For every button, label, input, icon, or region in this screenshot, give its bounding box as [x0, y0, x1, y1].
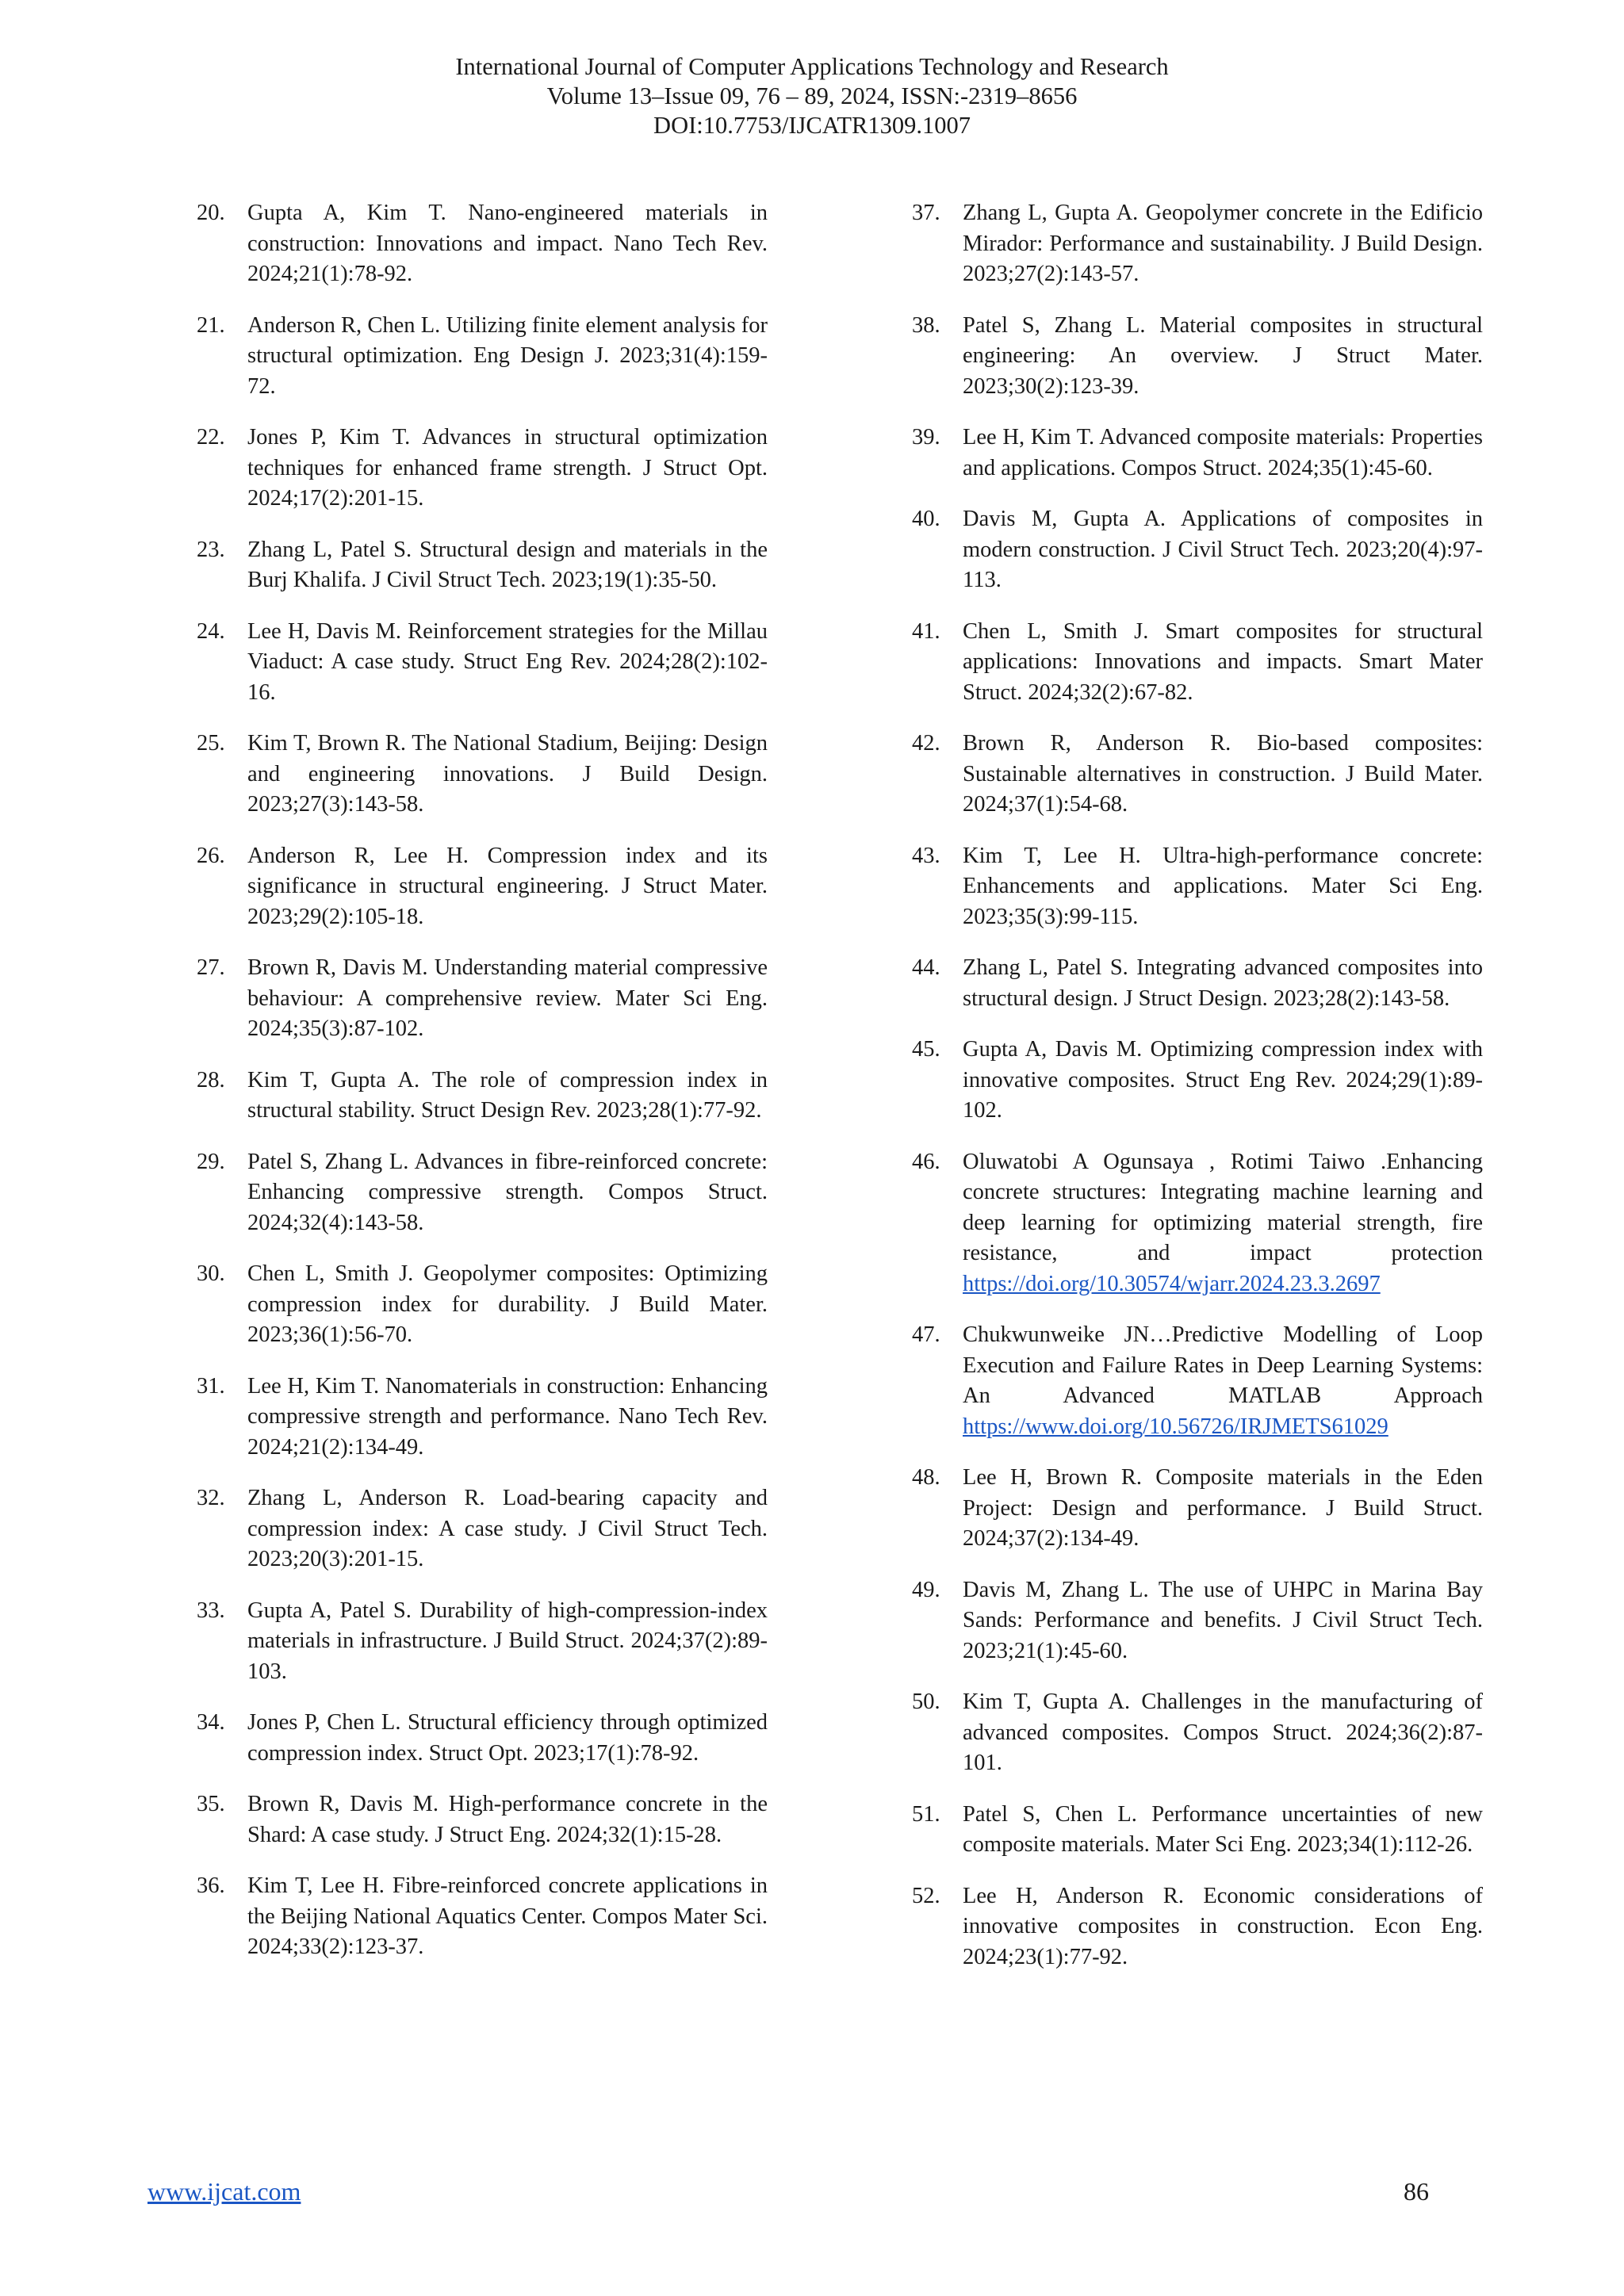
reference-text: Lee H, Brown R. Composite materials in the Eden Project: Design and performance. J Build Struct. 2024;37(2):134-49.: [963, 1465, 1483, 1551]
reference-item: [912, 1800, 1483, 1861]
reference-number: 27.: [197, 955, 225, 980]
reference-text: Oluwatobi A Ogunsaya , Rotimi Taiwo .Enhancing concrete structures: Integrating machine learning and deep learning for optimizing material strength, fire resistance, and impact protection: [963, 1149, 1483, 1265]
reference-link[interactable]: https://www.doi.org/10.56726/IRJMETS61029: [963, 1414, 1388, 1439]
reference-item: [912, 1575, 1483, 1667]
reference-number: 36.: [197, 1873, 225, 1898]
reference-item: [197, 198, 768, 290]
reference-number: 34.: [197, 1710, 225, 1735]
reference-item: [197, 1372, 768, 1464]
reference-number: 47.: [912, 1322, 940, 1347]
reference-number: 51.: [912, 1801, 940, 1827]
reference-number: 41.: [912, 618, 940, 644]
reference-item: [197, 953, 768, 1045]
reference-item: [912, 729, 1483, 821]
reference-text: Gupta A, Kim T. Nano-engineered materials in construction: Innovations and impact. Nano Tech Rev. 2024;21(1):78-92.: [247, 201, 768, 286]
reference-item: [197, 1708, 768, 1769]
reference-text: Lee H, Kim T. Advanced composite materials: Properties and applications. Compos Struct. 2024;35(1):45-60.: [963, 425, 1483, 480]
reference-number: 30.: [197, 1261, 225, 1286]
reference-text: Chen L, Smith J. Smart composites for structural applications: Innovations and impacts. Smart Mater Struct. 2024;32(2):67-82.: [963, 618, 1483, 705]
reference-text: Zhang L, Anderson R. Load-bearing capacity and compression index: A case study. J Civil Struct Tech. 2023;20(3):201-15.: [247, 1486, 768, 1571]
reference-number: 31.: [197, 1373, 225, 1399]
reference-text: Gupta A, Patel S. Durability of high-compression-index materials in infrastructure. J Build Struct. 2024;37(2):89-103.: [247, 1598, 768, 1684]
reference-text: Kim T, Gupta A. Challenges in the manufacturing of advanced composites. Compos Struct. 2024;36(2):87-101.: [963, 1689, 1483, 1775]
reference-number: 40.: [912, 507, 940, 531]
reference-number: 20.: [197, 201, 225, 225]
reference-item: [912, 1463, 1483, 1555]
reference-text: Davis M, Zhang L. The use of UHPC in Marina Bay Sands: Performance and benefits. J Civil Struct Tech. 2023;21(1):45-60.: [963, 1577, 1483, 1663]
reference-item: [197, 1596, 768, 1688]
website-link[interactable]: www.ijcat.com: [147, 2177, 301, 2206]
reference-item: [912, 198, 1483, 290]
reference-number: 38.: [912, 312, 940, 338]
reference-item: [912, 1147, 1483, 1300]
reference-text: Anderson R, Chen L. Utilizing finite element analysis for structural optimization. Eng Design J. 2023;31(4):159-72.: [247, 312, 768, 399]
reference-number: 44.: [912, 955, 940, 980]
reference-number: 21.: [197, 312, 225, 338]
reference-item: [197, 617, 768, 709]
reference-item: [912, 423, 1483, 484]
reference-item: [197, 1871, 768, 1963]
reference-text: Chen L, Smith J. Geopolymer composites: Optimizing compression index for durability. J Build Mater. 2023;36(1):56-70.: [247, 1261, 768, 1347]
reference-item: [197, 1066, 768, 1127]
reference-text: Lee H, Anderson R. Economic considerations of innovative composites in construction. Econ Eng. 2024;23(1):77-92.: [963, 1883, 1483, 1969]
reference-item: [912, 617, 1483, 709]
reference-item: [912, 1320, 1483, 1442]
reference-number: 29.: [197, 1149, 225, 1174]
reference-number: 25.: [197, 731, 225, 756]
reference-text: Patel S, Chen L. Performance uncertainties of new composite materials. Mater Sci Eng. 2023;34(1):112-26.: [963, 1801, 1483, 1857]
reference-text: Zhang L, Patel S. Integrating advanced composites into structural design. J Struct Design. 2023;28(2):143-58.: [963, 955, 1483, 1011]
reference-number: 46.: [912, 1149, 940, 1174]
reference-text: Kim T, Lee H. Ultra-high-performance concrete: Enhancements and applications. Mater Sci Eng. 2023;35(3):99-115.: [963, 843, 1483, 929]
reference-number: 33.: [197, 1598, 225, 1623]
reference-number: 42.: [912, 731, 940, 756]
reference-number: 50.: [912, 1689, 940, 1714]
reference-number: 49.: [912, 1577, 940, 1602]
doi-info: DOI:10.7753/IJCATR1309.1007: [653, 112, 971, 139]
reference-number: 45.: [912, 1037, 940, 1062]
reference-item: [912, 1687, 1483, 1779]
reference-text: Davis M, Gupta A. Applications of composites in modern construction. J Civil Struct Tech. 2023;20(4):97-113.: [963, 507, 1483, 592]
reference-text: Brown R, Davis M. Understanding material compressive behaviour: A comprehensive review. Mater Sci Eng. 2024;35(3):87-102.: [247, 955, 768, 1041]
reference-item: [197, 423, 768, 515]
reference-text: Anderson R, Lee H. Compression index and its significance in structural engineering. J Struct Mater. 2023;29(2):105-18.: [247, 843, 768, 929]
reference-text: Patel S, Zhang L. Material composites in structural engineering: An overview. J Struct Mater. 2023;30(2):123-39.: [963, 312, 1483, 399]
reference-text: Chukwunweike JN…Predictive Modelling of Loop Execution and Failure Rates in Deep Learning Systems: An Advanced MATLAB Approach: [963, 1322, 1483, 1408]
reference-item: [197, 535, 768, 596]
reference-text: Lee H, Kim T. Nanomaterials in construction: Enhancing compressive strength and performance. Nano Tech Rev. 2024;21(2):134-49.: [247, 1373, 768, 1460]
reference-number: 43.: [912, 843, 940, 868]
journal-title: International Journal of Computer Applications Technology and Research: [455, 53, 1169, 80]
reference-number: 24.: [197, 618, 225, 644]
reference-item: [197, 1259, 768, 1351]
reference-number: 22.: [197, 425, 225, 450]
reference-text: Gupta A, Davis M. Optimizing compression index with innovative composites. Struct Eng Rev. 2024;29(1):89-102.: [963, 1037, 1483, 1123]
reference-item: [912, 953, 1483, 1014]
reference-text: Jones P, Kim T. Advances in structural optimization techniques for enhanced frame strength. J Struct Opt. 2024;17(2):201-15.: [247, 425, 768, 511]
reference-text: Brown R, Anderson R. Bio-based composites: Sustainable alternatives in construction. J Build Mater. 2024;37(1):54-68.: [963, 731, 1483, 817]
reference-number: 23.: [197, 537, 225, 562]
reference-text: Patel S, Zhang L. Advances in fibre-reinforced concrete: Enhancing compressive strength. Compos Struct. 2024;32(4):143-58.: [247, 1149, 768, 1235]
reference-number: 35.: [197, 1792, 225, 1816]
reference-item: [197, 311, 768, 403]
reference-item: [912, 1881, 1483, 1973]
reference-item: [912, 1035, 1483, 1127]
reference-number: 48.: [912, 1465, 940, 1490]
reference-number: 52.: [912, 1883, 940, 1908]
reference-item: [197, 1789, 768, 1850]
references-left-column: [197, 198, 768, 1984]
reference-number: 37.: [912, 201, 940, 225]
reference-text: Kim T, Lee H. Fibre-reinforced concrete applications in the Beijing National Aquatics Center. Compos Mater Sci. 2024;33(2):123-37.: [247, 1873, 768, 1959]
reference-text: Kim T, Brown R. The National Stadium, Beijing: Design and engineering innovations. J Build Design. 2023;27(3):143-58.: [247, 731, 768, 817]
reference-link[interactable]: https://doi.org/10.30574/wjarr.2024.23.3.2697: [963, 1271, 1381, 1296]
volume-info: Volume 13–Issue 09, 76 – 89, 2024, ISSN:-2319–8656: [546, 82, 1078, 109]
reference-text: Lee H, Davis M. Reinforcement strategies for the Millau Viaduct: A case study. Struct Eng Rev. 2024;28(2):102-16.: [247, 618, 768, 705]
reference-number: 32.: [197, 1486, 225, 1510]
reference-text: Zhang L, Patel S. Structural design and materials in the Burj Khalifa. J Civil Struct Tech. 2023;19(1):35-50.: [247, 537, 768, 592]
reference-item: [197, 1483, 768, 1575]
reference-number: 28.: [197, 1067, 225, 1093]
reference-number: 26.: [197, 843, 225, 868]
page-number: 86: [1404, 2177, 1429, 2206]
reference-item: [912, 311, 1483, 403]
reference-item: [912, 841, 1483, 933]
reference-item: [197, 841, 768, 933]
reference-item: [197, 729, 768, 821]
page-header: [0, 52, 1624, 140]
references-right-column: [912, 198, 1483, 1993]
reference-text: Kim T, Gupta A. The role of compression index in structural stability. Struct Design Rev. 2023;28(1):77-92.: [247, 1067, 768, 1123]
reference-number: 39.: [912, 425, 940, 450]
reference-text: Brown R, Davis M. High-performance concrete in the Shard: A case study. J Struct Eng. 2024;32(1):15-28.: [247, 1792, 768, 1847]
reference-item: [197, 1147, 768, 1239]
reference-text: Jones P, Chen L. Structural efficiency through optimized compression index. Struct Opt. 2023;17(1):78-92.: [247, 1710, 768, 1766]
reference-text: Zhang L, Gupta A. Geopolymer concrete in the Edificio Mirador: Performance and sustainability. J Build Design. 2023;27(2):143-57.: [963, 201, 1483, 286]
reference-item: [912, 504, 1483, 596]
